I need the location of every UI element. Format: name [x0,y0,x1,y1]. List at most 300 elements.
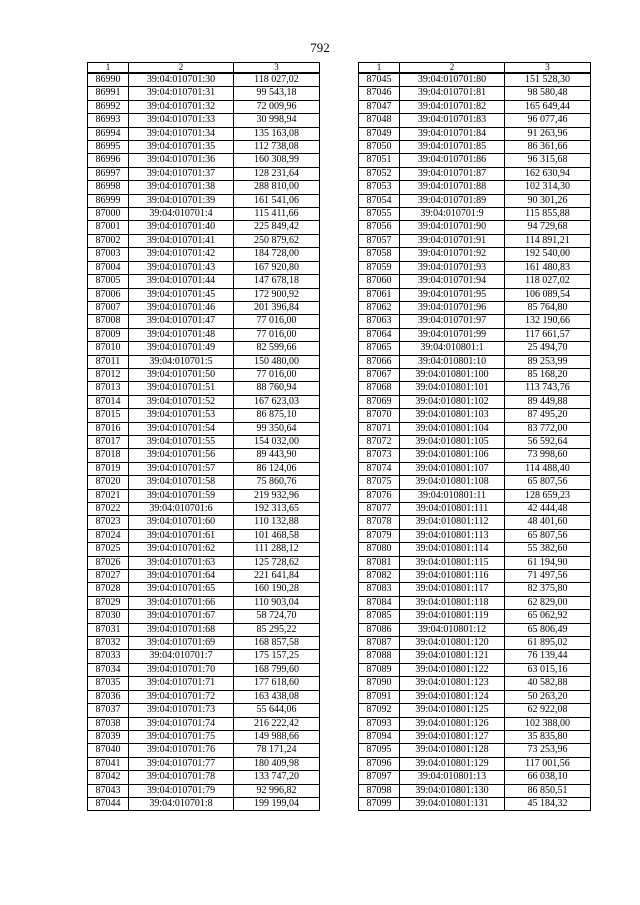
value-cell: 112 738,08 [234,141,320,154]
row-number-cell: 87071 [359,422,400,435]
table-row [88,529,320,542]
row-number-cell: 87011 [88,355,129,368]
value-cell: 117 661,57 [505,328,591,341]
value-cell: 162 630,94 [505,167,591,180]
row-number-cell: 87014 [88,395,129,408]
row-number-cell: 87080 [359,543,400,556]
value-cell: 149 988,66 [234,730,320,743]
value-cell: 73 253,96 [505,744,591,757]
row-number-cell: 87049 [359,127,400,140]
row-number-cell: 87077 [359,503,400,516]
row-number-cell: 87008 [88,315,129,328]
cadastral-number-cell: 39:04:010801:128 [400,744,505,757]
cadastral-number-cell: 39:04:010701:63 [129,556,234,569]
table-row [359,757,591,770]
table-row [359,355,591,368]
table-row [359,556,591,569]
row-number-cell: 86996 [88,154,129,167]
cadastral-number-cell: 39:04:010801:13 [400,771,505,784]
row-number-cell: 87058 [359,248,400,261]
cadastral-number-cell: 39:04:010701:52 [129,395,234,408]
row-number-cell: 87053 [359,181,400,194]
row-number-cell: 87076 [359,489,400,502]
cadastral-number-cell: 39:04:010701:88 [400,181,505,194]
row-number-cell: 87054 [359,194,400,207]
row-number-cell: 87085 [359,610,400,623]
table-row [359,261,591,274]
table-row [88,73,320,87]
value-cell: 90 301,26 [505,194,591,207]
table-row [88,127,320,140]
table-row [88,583,320,596]
value-cell: 161 541,06 [234,194,320,207]
table-row [88,342,320,355]
cadastral-number-cell: 39:04:010801:127 [400,730,505,743]
cadastral-number-cell: 39:04:010701:33 [129,114,234,127]
value-cell: 76 139,44 [505,650,591,663]
row-number-cell: 87007 [88,301,129,314]
cadastral-number-cell: 39:04:010701:75 [129,730,234,743]
value-cell: 150 480,00 [234,355,320,368]
row-number-cell: 86998 [88,181,129,194]
table-row [359,382,591,395]
value-cell: 114 891,21 [505,234,591,247]
value-cell: 56 592,64 [505,435,591,448]
row-number-cell: 87025 [88,543,129,556]
value-cell: 65 062,92 [505,610,591,623]
value-cell: 75 860,76 [234,476,320,489]
row-number-cell: 87083 [359,583,400,596]
row-number-cell: 87088 [359,650,400,663]
cadastral-number-cell: 39:04:010701:86 [400,154,505,167]
value-cell: 61 895,02 [505,637,591,650]
cadastral-number-cell: 39:04:010701:51 [129,382,234,395]
row-number-cell: 87099 [359,797,400,810]
table-row [88,556,320,569]
value-cell: 163 438,08 [234,690,320,703]
value-cell: 25 494,70 [505,342,591,355]
value-cell: 125 728,62 [234,556,320,569]
cadastral-number-cell: 39:04:010801:10 [400,355,505,368]
table-header-row [88,63,320,74]
value-cell: 216 222,42 [234,717,320,730]
cadastral-number-cell: 39:04:010801:12 [400,623,505,636]
table-row [359,771,591,784]
cadastral-number-cell: 39:04:010701:72 [129,690,234,703]
cadastral-number-cell: 39:04:010701:30 [129,73,234,87]
cadastral-number-cell: 39:04:010701:97 [400,315,505,328]
cadastral-number-cell: 39:04:010701:93 [400,261,505,274]
row-number-cell: 87035 [88,677,129,690]
table-row [359,87,591,100]
value-cell: 172 900,92 [234,288,320,301]
table-row [88,221,320,234]
cadastral-number-cell: 39:04:010701:73 [129,704,234,717]
table-body-right [359,63,591,811]
table-row [359,73,591,87]
cadastral-number-cell: 39:04:010701:44 [129,275,234,288]
table-row [88,100,320,113]
row-number-cell: 87065 [359,342,400,355]
table-row [359,730,591,743]
table-row [88,154,320,167]
cadastral-number-cell: 39:04:010701:78 [129,771,234,784]
cadastral-number-cell: 39:04:010701:53 [129,409,234,422]
column-header-1: 1 [88,63,129,74]
column-header-2: 2 [129,63,234,74]
value-cell: 160 190,28 [234,583,320,596]
row-number-cell: 87079 [359,529,400,542]
table-row [359,503,591,516]
value-cell: 160 308,99 [234,154,320,167]
value-cell: 117 001,56 [505,757,591,770]
value-cell: 50 263,20 [505,690,591,703]
cadastral-number-cell: 39:04:010701:43 [129,261,234,274]
cadastral-number-cell: 39:04:010701:95 [400,288,505,301]
table-row [88,288,320,301]
table-row [88,449,320,462]
row-number-cell: 87028 [88,583,129,596]
cadastral-number-cell: 39:04:010701:96 [400,301,505,314]
row-number-cell: 87033 [88,650,129,663]
row-number-cell: 87070 [359,409,400,422]
value-cell: 66 038,10 [505,771,591,784]
table-row [359,208,591,221]
row-number-cell: 87036 [88,690,129,703]
value-cell: 94 729,68 [505,221,591,234]
row-number-cell: 87001 [88,221,129,234]
table-row [359,368,591,381]
cadastral-number-cell: 39:04:010701:50 [129,368,234,381]
row-number-cell: 87074 [359,462,400,475]
cadastral-number-cell: 39:04:010701:94 [400,275,505,288]
value-cell: 77 016,00 [234,368,320,381]
cadastral-number-cell: 39:04:010701:57 [129,462,234,475]
column-header-1: 1 [359,63,400,74]
cadastral-number-cell: 39:04:010801:122 [400,663,505,676]
value-cell: 106 089,54 [505,288,591,301]
cadastral-number-cell: 39:04:010701:74 [129,717,234,730]
value-cell: 55 644,06 [234,704,320,717]
value-cell: 225 849,42 [234,221,320,234]
value-cell: 118 027,02 [234,73,320,87]
value-cell: 91 263,96 [505,127,591,140]
cadastral-number-cell: 39:04:010801:116 [400,570,505,583]
value-cell: 86 124,06 [234,462,320,475]
row-number-cell: 87044 [88,797,129,810]
table-row [88,744,320,757]
cadastral-number-cell: 39:04:010801:131 [400,797,505,810]
row-number-cell: 87097 [359,771,400,784]
table-row [359,409,591,422]
cadastral-number-cell: 39:04:010701:89 [400,194,505,207]
row-number-cell: 87048 [359,114,400,127]
value-cell: 62 829,00 [505,596,591,609]
cadastral-number-cell: 39:04:010701:99 [400,328,505,341]
table-row [88,422,320,435]
table-row [88,409,320,422]
cadastral-number-cell: 39:04:010701:47 [129,315,234,328]
table-row [359,784,591,797]
row-number-cell: 87003 [88,248,129,261]
cadastral-number-cell: 39:04:010801:107 [400,462,505,475]
table-row [88,476,320,489]
cadastral-number-cell: 39:04:010701:71 [129,677,234,690]
value-cell: 62 922,08 [505,704,591,717]
row-number-cell: 87069 [359,395,400,408]
row-number-cell: 87020 [88,476,129,489]
table-row [88,704,320,717]
value-cell: 72 009,96 [234,100,320,113]
table-row [359,181,591,194]
row-number-cell: 87098 [359,784,400,797]
row-number-cell: 87061 [359,288,400,301]
row-number-cell: 87030 [88,610,129,623]
row-number-cell: 87081 [359,556,400,569]
table-row [88,208,320,221]
row-number-cell: 87075 [359,476,400,489]
row-number-cell: 87073 [359,449,400,462]
row-number-cell: 87004 [88,261,129,274]
value-cell: 40 582,88 [505,677,591,690]
cadastral-number-cell: 39:04:010801:115 [400,556,505,569]
row-number-cell: 87051 [359,154,400,167]
value-cell: 161 480,83 [505,261,591,274]
cadastral-number-cell: 39:04:010701:90 [400,221,505,234]
table-row [88,650,320,663]
value-cell: 133 747,20 [234,771,320,784]
cadastral-number-cell: 39:04:010701:69 [129,637,234,650]
cadastral-number-cell: 39:04:010701:7 [129,650,234,663]
row-number-cell: 87006 [88,288,129,301]
row-number-cell: 86991 [88,87,129,100]
table-row [88,637,320,650]
row-number-cell: 87066 [359,355,400,368]
table-row [359,114,591,127]
table-row [359,141,591,154]
cadastral-number-cell: 39:04:010801:103 [400,409,505,422]
value-cell: 177 618,60 [234,677,320,690]
value-cell: 167 623,03 [234,395,320,408]
value-cell: 114 488,40 [505,462,591,475]
value-cell: 35 835,80 [505,730,591,743]
table-row [88,435,320,448]
value-cell: 250 879,62 [234,234,320,247]
row-number-cell: 87013 [88,382,129,395]
cadastral-number-cell: 39:04:010701:80 [400,73,505,87]
value-cell: 99 543,18 [234,87,320,100]
row-number-cell: 87056 [359,221,400,234]
row-number-cell: 87016 [88,422,129,435]
row-number-cell: 87031 [88,623,129,636]
value-cell: 78 171,24 [234,744,320,757]
row-number-cell: 87018 [88,449,129,462]
table-row [359,516,591,529]
cadastral-number-cell: 39:04:010701:58 [129,476,234,489]
cadastral-number-cell: 39:04:010701:64 [129,570,234,583]
cadastral-number-cell: 39:04:010701:9 [400,208,505,221]
table-row [88,757,320,770]
value-cell: 128 659,23 [505,489,591,502]
row-number-cell: 87068 [359,382,400,395]
row-number-cell: 87024 [88,529,129,542]
row-number-cell: 87059 [359,261,400,274]
row-number-cell: 87041 [88,757,129,770]
table-row [88,663,320,676]
table-row [359,650,591,663]
value-cell: 77 016,00 [234,315,320,328]
value-cell: 96 315,68 [505,154,591,167]
data-table-right [358,62,591,811]
row-number-cell: 86997 [88,167,129,180]
table-row [88,677,320,690]
cadastral-number-cell: 39:04:010801:114 [400,543,505,556]
table-row [359,449,591,462]
table-row [359,663,591,676]
cadastral-number-cell: 39:04:010701:79 [129,784,234,797]
row-number-cell: 86993 [88,114,129,127]
value-cell: 87 495,20 [505,409,591,422]
cadastral-number-cell: 39:04:010701:4 [129,208,234,221]
data-table-left [87,62,320,811]
table-row [359,315,591,328]
row-number-cell: 87062 [359,301,400,314]
cadastral-number-cell: 39:04:010701:82 [400,100,505,113]
value-cell: 111 288,12 [234,543,320,556]
cadastral-number-cell: 39:04:010701:83 [400,114,505,127]
row-number-cell: 87045 [359,73,400,87]
value-cell: 48 401,60 [505,516,591,529]
value-cell: 86 875,10 [234,409,320,422]
cadastral-number-cell: 39:04:010701:31 [129,87,234,100]
row-number-cell: 87055 [359,208,400,221]
value-cell: 128 231,64 [234,167,320,180]
cadastral-number-cell: 39:04:010701:59 [129,489,234,502]
table-row [359,328,591,341]
row-number-cell: 87017 [88,435,129,448]
table-row [88,570,320,583]
value-cell: 151 528,30 [505,73,591,87]
cadastral-number-cell: 39:04:010701:54 [129,422,234,435]
table-row [359,167,591,180]
row-number-cell: 87034 [88,663,129,676]
table-row [359,476,591,489]
column-header-3: 3 [234,63,320,74]
cadastral-number-cell: 39:04:010801:118 [400,596,505,609]
value-cell: 82 375,80 [505,583,591,596]
value-cell: 73 998,60 [505,449,591,462]
table-row [359,301,591,314]
table-row [359,744,591,757]
cadastral-number-cell: 39:04:010801:117 [400,583,505,596]
cadastral-number-cell: 39:04:010801:102 [400,395,505,408]
row-number-cell: 87047 [359,100,400,113]
row-number-cell: 87009 [88,328,129,341]
row-number-cell: 87042 [88,771,129,784]
value-cell: 86 361,66 [505,141,591,154]
value-cell: 55 382,60 [505,543,591,556]
row-number-cell: 87057 [359,234,400,247]
row-number-cell: 87084 [359,596,400,609]
table-row [359,596,591,609]
cadastral-number-cell: 39:04:010701:35 [129,141,234,154]
cadastral-number-cell: 39:04:010801:126 [400,717,505,730]
value-cell: 102 388,00 [505,717,591,730]
cadastral-number-cell: 39:04:010701:68 [129,623,234,636]
table-row [359,154,591,167]
row-number-cell: 87043 [88,784,129,797]
value-cell: 165 649,44 [505,100,591,113]
table-row [88,610,320,623]
table-row [359,583,591,596]
row-number-cell: 87037 [88,704,129,717]
table-row [88,717,320,730]
cadastral-number-cell: 39:04:010701:32 [129,100,234,113]
cadastral-number-cell: 39:04:010701:8 [129,797,234,810]
value-cell: 110 132,88 [234,516,320,529]
cadastral-number-cell: 39:04:010701:56 [129,449,234,462]
cadastral-number-cell: 39:04:010701:77 [129,757,234,770]
cadastral-number-cell: 39:04:010701:41 [129,234,234,247]
table-row [88,301,320,314]
cadastral-number-cell: 39:04:010801:113 [400,529,505,542]
row-number-cell: 87029 [88,596,129,609]
value-cell: 42 444,48 [505,503,591,516]
row-number-cell: 87096 [359,757,400,770]
row-number-cell: 87026 [88,556,129,569]
value-cell: 221 641,84 [234,570,320,583]
value-cell: 89 253,99 [505,355,591,368]
cadastral-number-cell: 39:04:010801:104 [400,422,505,435]
row-number-cell: 87019 [88,462,129,475]
cadastral-number-cell: 39:04:010701:66 [129,596,234,609]
row-number-cell: 87012 [88,368,129,381]
row-number-cell: 87005 [88,275,129,288]
cadastral-number-cell: 39:04:010801:120 [400,637,505,650]
table-row [359,610,591,623]
value-cell: 65 807,56 [505,529,591,542]
row-number-cell: 87039 [88,730,129,743]
row-number-cell: 87040 [88,744,129,757]
cadastral-number-cell: 39:04:010801:1 [400,342,505,355]
value-cell: 92 996,82 [234,784,320,797]
cadastral-number-cell: 39:04:010801:11 [400,489,505,502]
table-row [88,87,320,100]
row-number-cell: 87032 [88,637,129,650]
cadastral-number-cell: 39:04:010701:42 [129,248,234,261]
table-row [359,690,591,703]
value-cell: 96 077,46 [505,114,591,127]
table-row [359,127,591,140]
row-number-cell: 87063 [359,315,400,328]
value-cell: 180 409,98 [234,757,320,770]
value-cell: 168 799,60 [234,663,320,676]
table-row [88,114,320,127]
table-row [88,784,320,797]
value-cell: 135 163,08 [234,127,320,140]
cadastral-number-cell: 39:04:010701:65 [129,583,234,596]
row-number-cell: 87087 [359,637,400,650]
table-row [359,288,591,301]
page-number: 792 [310,40,330,55]
cadastral-number-cell: 39:04:010701:85 [400,141,505,154]
table-row [359,623,591,636]
row-number-cell: 87023 [88,516,129,529]
value-cell: 132 190,66 [505,315,591,328]
cadastral-number-cell: 39:04:010701:38 [129,181,234,194]
table-row [359,435,591,448]
cadastral-number-cell: 39:04:010701:34 [129,127,234,140]
